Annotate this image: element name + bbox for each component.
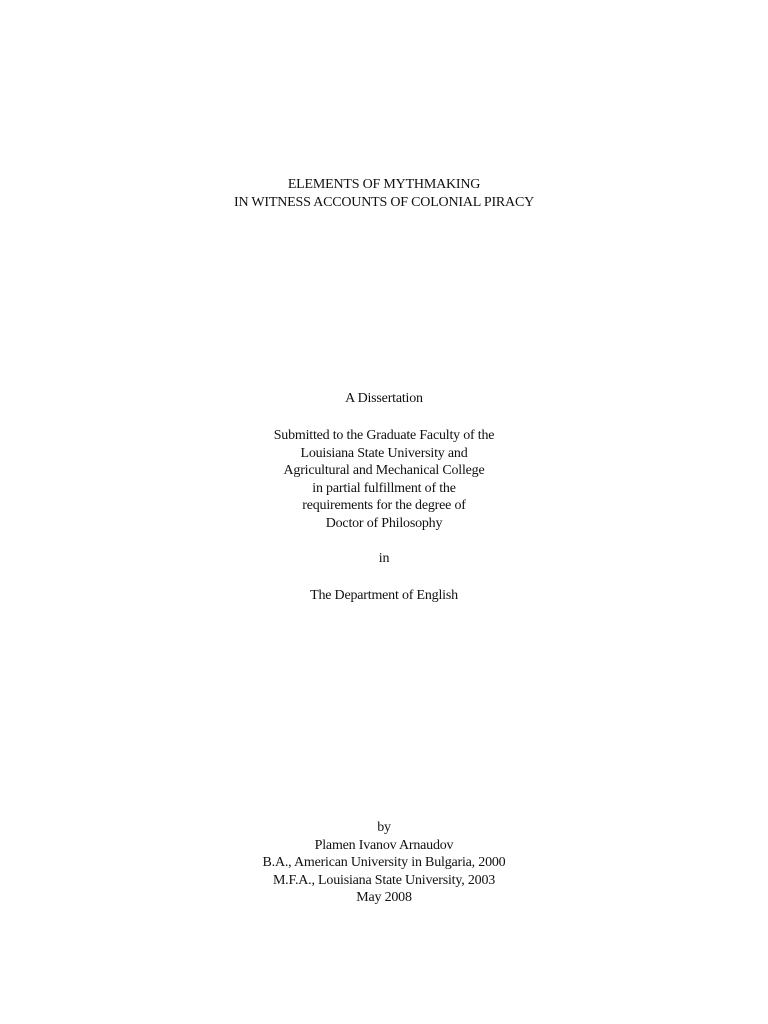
title-line-2: IN WITNESS ACCOUNTS OF COLONIAL PIRACY — [233, 194, 535, 210]
submission-line: in partial fulfillment of the — [312, 480, 456, 496]
dissertation-title — [0, 176, 768, 211]
submission-line: Agricultural and Mechanical College — [283, 463, 485, 478]
document-type-label: A Dissertation — [345, 391, 423, 406]
submission-line: Submitted to the Graduate Faculty of the — [273, 428, 495, 443]
department-name: The Department of English — [310, 588, 458, 603]
degree-line: M.F.A., Louisiana State University, 2003 — [272, 872, 496, 888]
author-name: Plamen Ivanov Arnaudov — [314, 837, 454, 853]
in-connector — [0, 550, 768, 568]
document-type — [0, 390, 768, 408]
in-label: in — [378, 551, 390, 566]
submission-date: May 2008 — [356, 890, 412, 905]
title-line-1: ELEMENTS OF MYTHMAKING — [287, 177, 481, 192]
submission-statement — [0, 427, 768, 532]
by-label: by — [377, 820, 391, 835]
submission-line: requirements for the degree of — [302, 498, 466, 513]
department — [0, 587, 768, 605]
degree-line: B.A., American University in Bulgaria, 2000 — [262, 855, 506, 870]
author-info — [0, 819, 768, 907]
submission-line: Louisiana State University and — [300, 445, 468, 461]
submission-line: Doctor of Philosophy — [325, 515, 443, 531]
